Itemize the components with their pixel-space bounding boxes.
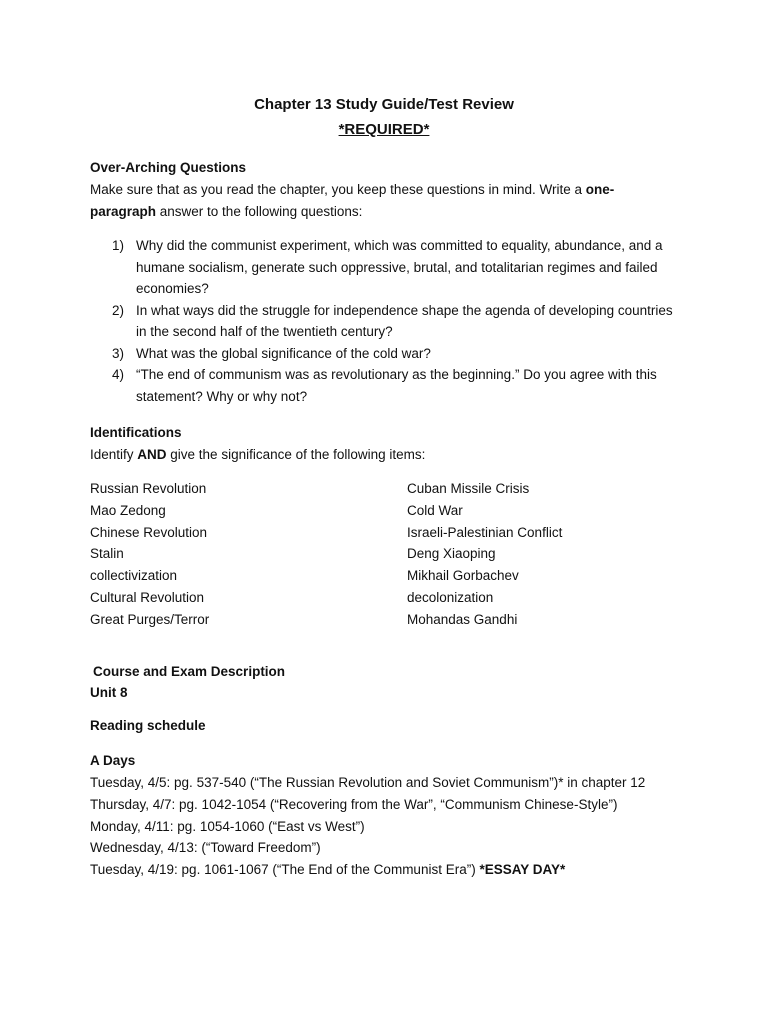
schedule-entry xyxy=(90,795,617,814)
overarching-intro-text: Make sure that as you read the chapter, you keep these questions in mind. Write a xyxy=(90,182,586,197)
overarching-intro-bold-2: paragraph xyxy=(90,204,157,219)
identification-item: Deng Xiaoping xyxy=(407,546,496,562)
schedule-entry xyxy=(90,838,321,857)
identification-item: Cultural Revolution xyxy=(90,589,205,605)
identification-item: Stalin xyxy=(90,546,124,562)
identification-item: decolonization xyxy=(407,589,494,605)
question-item xyxy=(112,343,682,365)
page-title: Chapter 13 Study Guide/Test Review xyxy=(254,96,514,113)
identification-item: Mao Zedong xyxy=(90,502,166,518)
identification-item: Cuban Missile Crisis xyxy=(407,481,530,496)
page-subtitle: *REQUIRED* xyxy=(338,121,430,138)
overarching-intro-bold-1: one- xyxy=(585,182,615,197)
identification-item: Russian Revolution xyxy=(90,481,207,496)
identifications-left-list xyxy=(90,478,209,631)
schedule-entry-text: Tuesday, 4/5: pg. 537-540 (“The Russian Revolution and Soviet Communism”)* in chapter 12 xyxy=(90,775,646,790)
overarching-intro-line1 xyxy=(90,180,614,199)
schedule-entry xyxy=(90,817,365,836)
overarching-intro-text-end: answer to the following questions: xyxy=(156,204,363,219)
question-number: 2) xyxy=(112,302,125,318)
identifications-intro-text-end: give the significance of the following items: xyxy=(166,447,426,462)
identification-item: Chinese Revolution xyxy=(90,524,208,540)
question-text: “The end of communism was as revolutionary as the beginning.” Do you agree with this statement? Why or why not? xyxy=(136,367,657,404)
schedule-entry-text: Tuesday, 4/19: pg. 1061-1067 (“The End of the Communist Era”) xyxy=(90,862,480,877)
identification-item: Mikhail Gorbachev xyxy=(407,568,519,584)
question-list xyxy=(112,235,682,407)
identifications-intro xyxy=(90,445,425,464)
identifications-right-list xyxy=(407,478,562,631)
question-text: What was the global significance of the cold war? xyxy=(136,345,431,361)
overarching-intro-line2 xyxy=(90,202,362,221)
identification-item: Great Purges/Terror xyxy=(90,611,210,627)
identification-item: Israeli-Palestinian Conflict xyxy=(407,524,563,540)
question-number: 3) xyxy=(112,345,125,361)
identification-item: Mohandas Gandhi xyxy=(407,611,518,627)
question-item xyxy=(112,235,682,300)
question-item xyxy=(112,300,682,343)
identification-item: Cold War xyxy=(407,502,463,518)
schedule-entry xyxy=(90,860,565,879)
schedule-entry xyxy=(90,773,645,792)
question-item xyxy=(112,364,682,407)
question-text: Why did the communist experiment, which was committed to equality, abundance, and a humane socialism, generate such oppressive, brutal, and totalitarian regimes and failed economies? xyxy=(136,238,663,296)
schedule-entry-text: Wednesday, 4/13: (“Toward Freedom”) xyxy=(90,840,321,855)
schedule-entry-text: Thursday, 4/7: pg. 1042-1054 (“Recovering from the War”, “Communism Chinese-Style”) xyxy=(90,797,618,812)
question-number: 1) xyxy=(112,238,125,253)
course-heading: Course and Exam Description xyxy=(93,664,286,679)
question-text: In what ways did the struggle for independence shape the agenda of developing countries in the second half of the twentieth century? xyxy=(136,302,673,339)
days-heading: A Days xyxy=(90,753,136,768)
overarching-heading: Over-Arching Questions xyxy=(90,160,247,175)
reading-heading: Reading schedule xyxy=(90,718,206,733)
identifications-heading: Identifications xyxy=(90,425,182,440)
identifications-intro-text: Identify xyxy=(90,447,138,462)
schedule-entry-text: Monday, 4/11: pg. 1054-1060 (“East vs West”) xyxy=(90,819,365,834)
question-number: 4) xyxy=(112,367,125,382)
identification-item: collectivization xyxy=(90,568,178,584)
course-unit: Unit 8 xyxy=(90,685,128,700)
schedule-entry-bold: *ESSAY DAY* xyxy=(479,862,566,877)
identifications-intro-bold: AND xyxy=(137,447,167,462)
